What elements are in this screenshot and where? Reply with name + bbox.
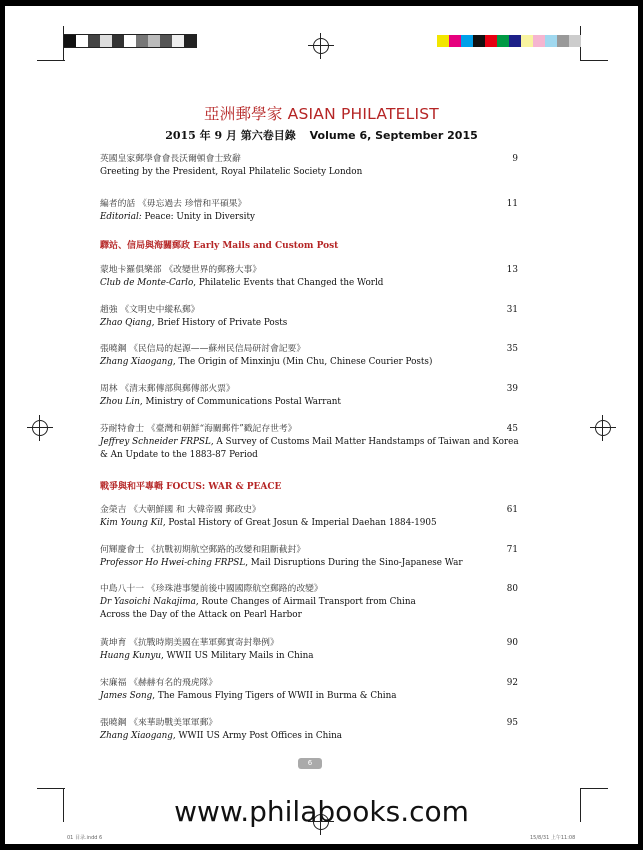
entry-chinese-title: 中島八十一 《珍珠港事變前後中國國際航空郵路的改變》	[100, 584, 323, 594]
registration-mark-left	[27, 415, 53, 441]
entry-chinese-title: 張曉鋼 《來華助戰美軍軍郵》	[100, 718, 218, 728]
section-heading: 驛站、信局與海關郵政 Early Mails and Custom Post	[100, 241, 339, 251]
entry-page-number: 61	[506, 505, 518, 515]
subtitle-english: Volume 6, September 2015	[309, 129, 478, 142]
registration-mark-right	[590, 415, 616, 441]
entry-english-title: Huang Kunyu, WWII US Military Mails in China	[100, 651, 314, 661]
toc-entry[interactable]	[100, 637, 530, 663]
entry-chinese-title: 趙強 《文明史中縱私郵》	[100, 305, 200, 315]
entry-english-title-continued: & An Update to the 1883-87 Period	[100, 450, 258, 460]
entry-page-number: 39	[506, 384, 518, 394]
entry-chinese-title: 英國皇家郵學會會長沃爾頓會士致辭	[100, 154, 241, 164]
page-title: 亞洲郵學家 ASIAN PHILATELIST	[204, 105, 439, 123]
subtitle-chinese: 2015 年 9 月 第六卷目錄	[165, 129, 296, 142]
entry-page-number: 35	[506, 344, 518, 354]
crop-mark	[580, 788, 608, 789]
toc-entry[interactable]	[100, 677, 530, 703]
footer-url-watermark: www.philabooks.com	[174, 795, 469, 828]
entry-english-title: Zhou Lin, Ministry of Communications Postal Warrant	[100, 397, 341, 407]
entry-english-title: James Song, The Famous Flying Tigers of WWII in Burma & China	[100, 691, 397, 701]
entry-english-title: Jeffrey Schneider FRPSL, A Survey of Customs Mail Matter Handstamps of Taiwan and Korea	[100, 437, 519, 447]
entry-page-number: 11	[506, 199, 518, 209]
toc-entry[interactable]	[100, 343, 530, 369]
toc-entry[interactable]	[100, 583, 530, 622]
entry-chinese-title: 宋廉福 《赫赫有名的飛虎隊》	[100, 678, 218, 688]
toc-entry[interactable]	[100, 504, 530, 530]
toc-entry[interactable]	[100, 544, 530, 570]
entry-chinese-title: 蒙地卡羅俱樂部 《改變世界的郵務大事》	[100, 265, 262, 275]
crop-mark	[37, 788, 65, 789]
color-calibration-bar	[437, 35, 581, 47]
crop-mark	[580, 60, 608, 61]
toc-entry[interactable]	[100, 717, 530, 743]
entry-english-title: Club de Monte-Carlo, Philatelic Events that Changed the World	[100, 278, 384, 288]
entry-page-number: 45	[506, 424, 518, 434]
entry-page-number: 92	[506, 678, 518, 688]
entry-english-title: Kim Young Kil, Postal History of Great Josun & Imperial Daehan 1884-1905	[100, 518, 437, 528]
entry-chinese-title: 何輝慶會士 《抗戰初期航空郵路的改變和阻斷截封》	[100, 545, 306, 555]
entry-page-number: 71	[506, 545, 518, 555]
entry-page-number: 9	[512, 154, 518, 164]
toc-entry[interactable]	[100, 153, 530, 179]
registration-mark-top	[308, 33, 334, 59]
entry-chinese-title: 編者的話 《毋忘過去 珍惜和平碩果》	[100, 199, 247, 209]
entry-english-title: Professor Ho Hwei-ching FRPSL, Mail Disruptions During the Sino-Japanese War	[100, 558, 463, 568]
entry-english-title: Zhang Xiaogang, The Origin of Minxinju (Min Chu, Chinese Courier Posts)	[100, 357, 433, 367]
section-heading: 戰爭與和平專輯 FOCUS: WAR & PEACE	[100, 482, 282, 492]
grey-scale-bar	[63, 34, 197, 48]
entry-english-title: Greeting by the President, Royal Philatelic Society London	[100, 167, 363, 177]
page	[5, 6, 638, 844]
entry-english-title: Zhao Qiang, Brief History of Private Posts	[100, 318, 288, 328]
toc-entry[interactable]	[100, 198, 530, 224]
print-slug-left: 01 目录.indd 6	[67, 835, 103, 841]
entry-chinese-title: 芬耐特會士 《臺灣和朝鮮“海關郵件”戳記存世考》	[100, 424, 297, 434]
toc-entry[interactable]	[100, 264, 530, 290]
entry-english-title: Dr Yasoichi Nakajima, Route Changes of Airmail Transport from China	[100, 597, 416, 607]
crop-mark	[37, 60, 65, 61]
entry-chinese-title: 金榮吉 《大朝鮮國 和 大韓帝國 郵政史》	[100, 505, 261, 515]
entry-chinese-title: 周林 《清末郵傳部與郵傳部火票》	[100, 384, 235, 394]
entry-english-title-continued: Across the Day of the Attack on Pearl Harbor	[100, 610, 302, 620]
toc-entry[interactable]	[100, 304, 530, 330]
entry-chinese-title: 張曉鋼 《民信局的起源——蘇州民信局研討會記要》	[100, 344, 306, 354]
toc-entry[interactable]	[100, 383, 530, 409]
entry-page-number: 31	[506, 305, 518, 315]
toc-entry[interactable]	[100, 423, 530, 462]
entry-english-title: Editorial: Peace: Unity in Diversity	[100, 212, 255, 222]
print-slug-right: 15/8/31 上午11:08	[530, 835, 576, 841]
page-number-badge: 6	[298, 758, 322, 769]
page-subtitle	[5, 127, 638, 143]
entry-page-number: 95	[506, 718, 518, 728]
entry-page-number: 90	[506, 638, 518, 648]
entry-page-number: 13	[506, 265, 518, 275]
entry-chinese-title: 黃坤育 《抗戰時期美國在華軍郵實寄封舉例》	[100, 638, 279, 648]
entry-english-title: Zhang Xiaogang, WWII US Army Post Offices in China	[100, 731, 343, 741]
entry-page-number: 80	[506, 584, 518, 594]
